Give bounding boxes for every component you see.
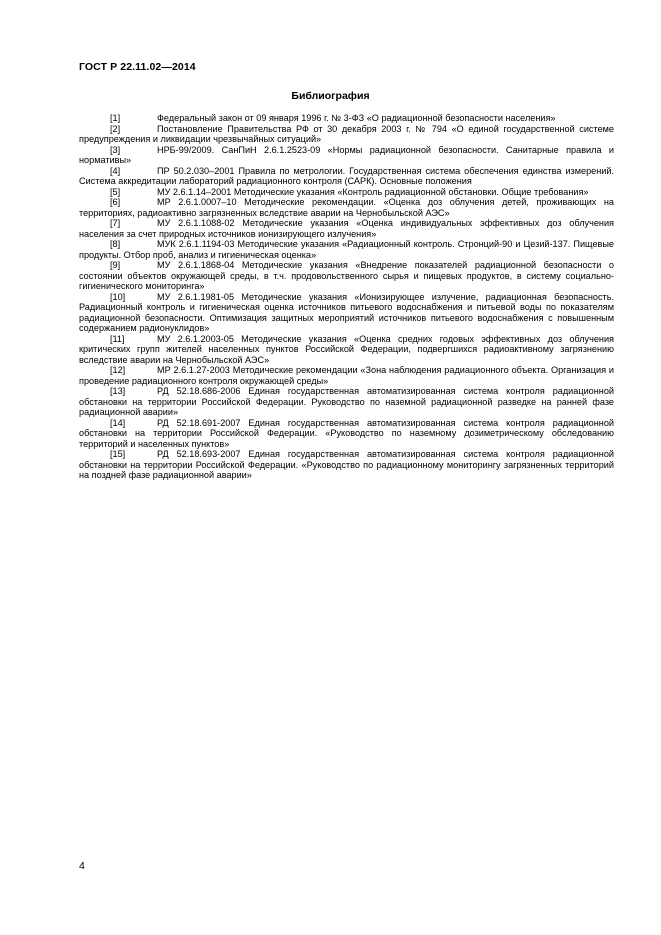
entry-text: МУ 2.6.1.1088-02 Методические указания «Оценка индивидуальных эффективных доз облучения населения за счет природных источников ионизирующего излучения» [79, 218, 614, 239]
entry-number: [13] [110, 386, 126, 396]
bibliography-entry [79, 218, 614, 239]
entry-number: [10] [110, 291, 126, 302]
entry-text: РД 52.18.693-2007 Единая государственная автоматизированная система контроля радиационной обстановки на территории Российской Федерации. «Руководство по радиационному мониторингу загрязненных территорий на поздней фазе радиационной аварии» [79, 449, 614, 480]
entry-number: [3] [110, 144, 121, 155]
bibliography-entry [79, 187, 614, 198]
bibliography-list [79, 113, 614, 481]
bibliography-entry [79, 449, 614, 481]
bibliography-entry [79, 124, 614, 145]
bibliography-entry [79, 334, 614, 366]
entry-text: МР 2.6.1.27-2003 Методические рекомендации «Зона наблюдения радиационного объекта. Организация и проведение радиационного контроля окружающей среды» [79, 365, 614, 386]
entry-number: [1] [110, 113, 121, 123]
page-number: 4 [79, 860, 85, 872]
entry-number: [15] [110, 449, 126, 459]
entry-number: [5] [110, 186, 121, 197]
entry-text: НРБ-99/2009. СанПиН 2.6.1.2523-09 «Нормы радиационной безопасности. Санитарные правила и нормативы» [79, 144, 614, 165]
bibliography-entry [79, 260, 614, 292]
entry-text: ПР 50.2.030–2001 Правила по метрологии. Государственная система обеспечения единства измерений. Система аккредитации лабораторий радиационного контроля (САРК). Основные положения [79, 165, 614, 186]
entry-number: [12] [110, 365, 126, 375]
entry-text: МУ 2.6.1.2003-05 Методические указания «Оценка средних годовых эффективных доз облучения критических групп жителей населенных пунктов Российской Федерации, подвергшихся радиоактивному загрязнению вследствие аварии на Чернобыльской АЭС» [79, 333, 614, 365]
entry-text: Постановление Правительства РФ от 30 декабря 2003 г. № 794 «О единой государственной системе предупреждения и ликвидации чрезвычайных ситуаций» [79, 123, 614, 144]
entry-number: [9] [110, 260, 121, 270]
entry-number: [14] [110, 417, 126, 428]
bibliography-entry [79, 239, 614, 260]
entry-text: РД 52.18.686-2006 Единая государственная автоматизированная система контроля радиационной обстановки на территории Российской Федерации. Руководство по наземной радиационной разведке на ранней фазе радиационной аварии» [79, 386, 614, 417]
entry-number: [4] [110, 165, 121, 176]
entry-text: МР 2.6.1.0007–10 Методические рекомендации. «Оценка доз облучения детей, проживающих на территориях, радиоактивно загрязненных вследствие аварии на Чернобыльской АЭС» [79, 197, 614, 218]
bibliography-title: Библиография [291, 90, 370, 102]
entry-number: [11] [110, 333, 125, 344]
bibliography-entry [79, 113, 614, 124]
entry-text: МУК 2.6.1.1194-03 Методические указания «Радиационный контроль. Стронций-90 и Цезий-137. Пищевые продукты. Отбор проб, анализ и гигиеническая оценка» [79, 239, 614, 260]
entry-text: МУ 2.6.1.14–2001 Методические указания «Контроль радиационной обстановки. Общие требования» [157, 186, 589, 197]
standard-header: ГОСТ Р 22.11.02—2014 [79, 61, 196, 73]
entry-number: [6] [110, 197, 121, 207]
bibliography-entry [79, 145, 614, 166]
entry-number: [2] [110, 123, 121, 134]
bibliography-entry [79, 418, 614, 450]
bibliography-entry [79, 365, 614, 386]
entry-number: [7] [110, 218, 121, 228]
entry-text: Федеральный закон от 09 января 1996 г. № 3-ФЗ «О радиационной безопасности населения» [157, 113, 556, 123]
entry-text: МУ 2.6.1.1981-05 Методические указания «Ионизирующее излучение, радиационная безопасность. Радиационный контроль и гигиеническая оценка источников питьевого водоснабжения и питьевой воды по показателям радиационной безопасности. Оптимизация защитных мероприятий источников питьевого водоснабжения с повышенным содержанием радионуклидов» [79, 291, 614, 333]
bibliography-entry [79, 197, 614, 218]
entry-text: МУ 2.6.1.1868-04 Методические указания «Внедрение показателей радиационной безопасности о состоянии объектов окружающей среды, в т.ч. продовольственного сырья и пищевых продуктов, в систему социально-гигиенического мониторинга» [79, 260, 614, 291]
bibliography-entry [79, 386, 614, 418]
bibliography-entry [79, 292, 614, 334]
entry-text: РД 52.18.691-2007 Единая государственная автоматизированная система контроля радиационной обстановки на территории Российской Федерации. «Руководство по наземному дозиметрическому обследованию территорий и населенных пунктов» [79, 417, 614, 449]
bibliography-entry [79, 166, 614, 187]
entry-number: [8] [110, 239, 121, 249]
